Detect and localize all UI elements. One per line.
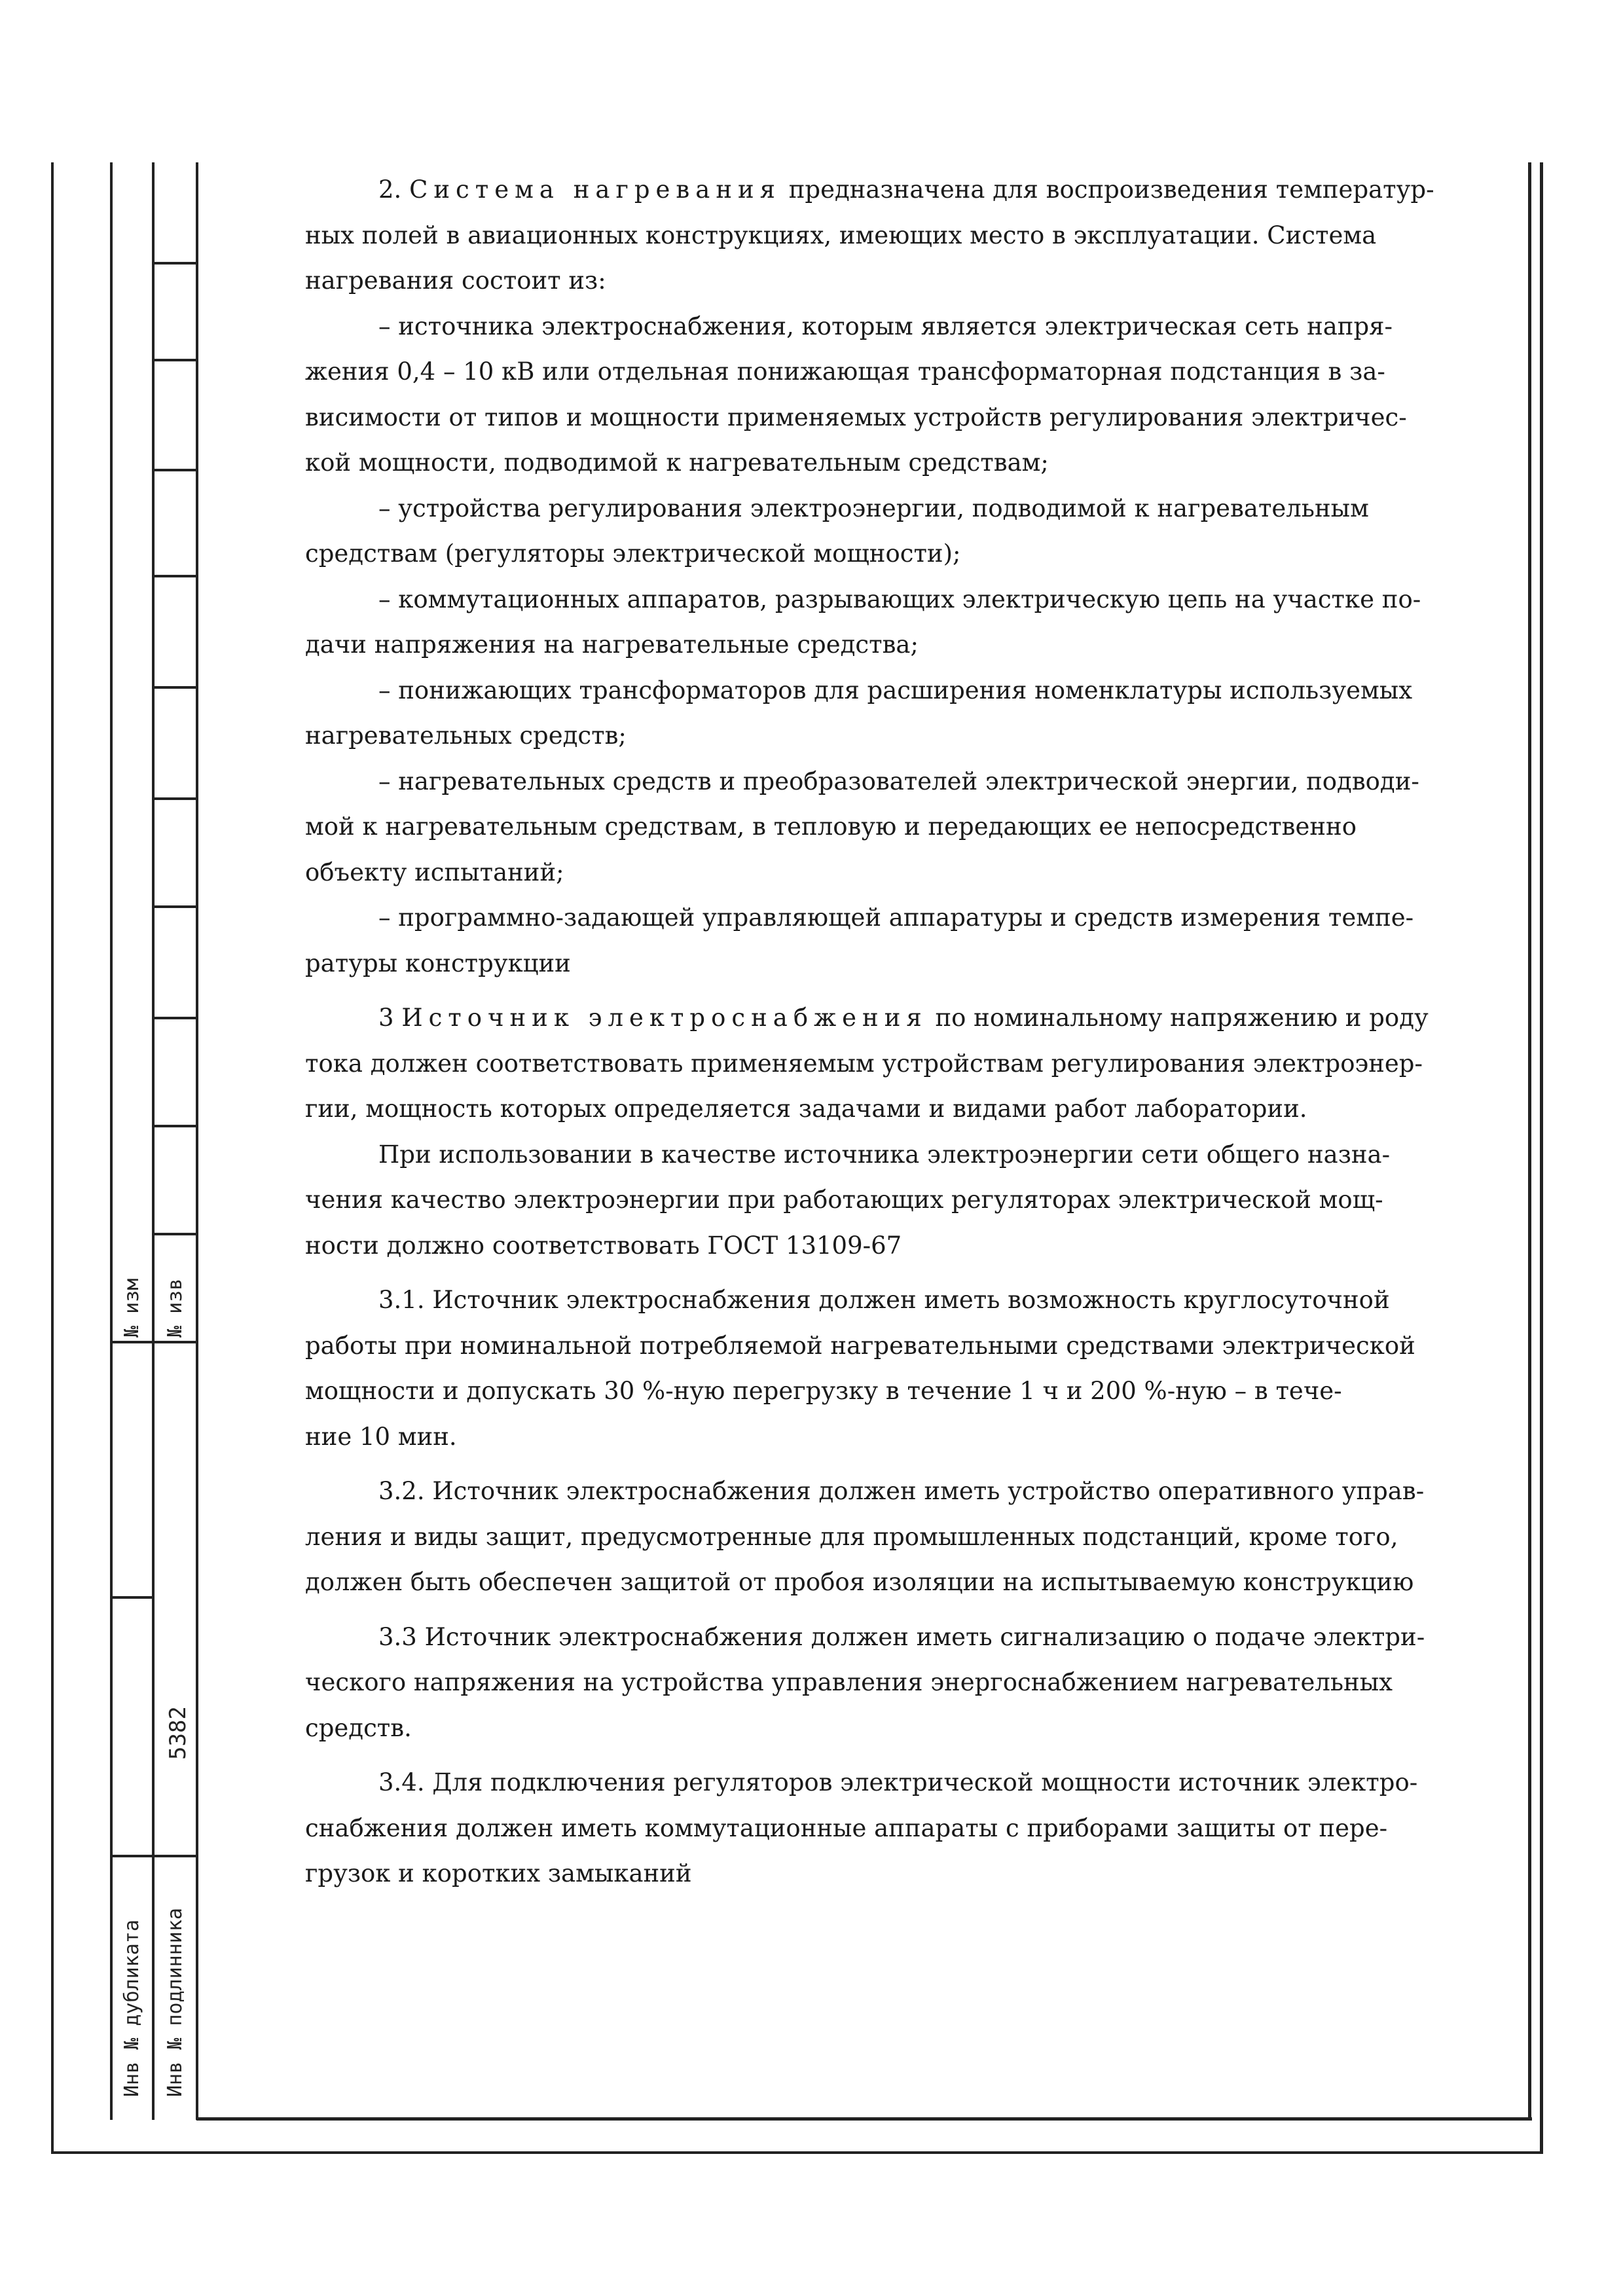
line-text: жения 0,4 – 10 кВ или отдельная понижающая трансформаторная подстанция в за- [305,357,1385,386]
line-text: – нагревательных средств и преобразователей электрической энергии, подводи- [378,767,1419,795]
text-line [305,622,1444,668]
text-line [305,1223,1444,1269]
strip-tick [152,1233,198,1235]
strip-tick [152,469,198,471]
paragraph-gap [305,986,1444,995]
line-text: работы при номинальной потребляемой нагревательными средствами электрической [305,1331,1415,1360]
strip-line-middle [152,162,155,2120]
paragraph [305,1132,1444,1269]
paragraph-gap [305,1268,1444,1277]
line-text: ления и виды защит, предусмотренные для промышленных подстанций, кроме того, [305,1522,1398,1551]
text-line [305,713,1444,759]
frame-bottom-outer-border [51,2151,1542,2154]
line-text: 3.1. Источник электроснабжения должен иметь возможность круглосуточной [378,1286,1390,1314]
text-line [305,1041,1444,1087]
strip-tick [152,262,198,264]
strip-tick [152,575,198,577]
text-line [305,1368,1444,1414]
paragraph-gap [305,1459,1444,1468]
line-text: должен быть обеспечен защитой от пробоя изоляции на испытываемую конструкцию [305,1568,1414,1596]
paragraph [305,577,1444,668]
text-line [305,258,1444,304]
paragraph [305,1277,1444,1459]
line-text: по номинальному напряжению и роду [927,1004,1429,1032]
text-line [305,1468,1444,1514]
strip-tick [152,797,198,800]
paragraph [305,895,1444,986]
paragraph [305,304,1444,486]
line-text: – источника электроснабжения, которым является электрическая сеть напря- [378,312,1393,340]
paragraph [305,1614,1444,1751]
line-text: мой к нагревательным средствам, в тепловую и передающих ее непосредственно [305,812,1357,841]
line-text: предназначена для воспроизведения температур- [780,175,1434,204]
strip-tick [110,1596,152,1599]
text-line [305,1177,1444,1223]
strip-tick [110,1855,198,1857]
paragraph [305,486,1444,577]
text-line [305,804,1444,850]
text-line [305,304,1444,350]
strip-tick [152,1017,198,1019]
line-text: – устройства регулирования электроэнергии, подводимой к нагревательным [378,494,1369,522]
text-line [305,1086,1444,1132]
strip-tick [152,686,198,689]
text-line [305,1277,1444,1323]
text-line [305,1760,1444,1806]
paragraph-gap [305,1751,1444,1760]
line-text: мощности и допускать 30 %-ную перегрузку в течение 1 ч и 200 %-ную – в тече- [305,1377,1342,1405]
line-text: висимости от типов и мощности применяемых устройств регулирования электричес- [305,403,1407,431]
line-text: средств. [305,1713,412,1742]
line-text: объекту испытаний; [305,858,564,886]
line-text: гии, мощность которых определяется задачами и видами работ лаборатории. [305,1095,1307,1123]
line-text: тока должен соответствовать применяемым устройствам регулирования электроэнер- [305,1049,1423,1078]
inv-podlinnika-label: Инв № подлинника [164,1908,187,2097]
text-line [305,1705,1444,1751]
strip-tick [152,905,198,908]
text-line [305,486,1444,532]
text-line [305,1806,1444,1851]
line-text: – понижающих трансформаторов для расширения номенклатуры используемых [378,676,1413,704]
paragraph-gap [305,1605,1444,1614]
text-line [305,895,1444,941]
text-line [305,1414,1444,1460]
text-line [305,531,1444,577]
line-text: – программно-задающей управляющей аппаратуры и средств измерения темпе- [378,903,1414,932]
text-line [305,577,1444,623]
text-line [305,213,1444,259]
text-line [305,995,1444,1041]
frame-right-border [1528,162,1531,2120]
line-text: 3.3 Источник электроснабжения должен иметь сигнализацию о подаче электри- [378,1622,1425,1651]
line-text: 3.4. Для подключения регуляторов электрической мощности источник электро- [378,1768,1418,1796]
strip-tick [110,1341,198,1343]
paragraph [305,1468,1444,1605]
izv-label: № изв [164,1278,187,1338]
strip-line-left [110,162,113,2120]
line-text: средствам (регуляторы электрической мощности); [305,539,961,568]
strip-tick [152,359,198,361]
paragraph [305,759,1444,896]
izm-label: № изм [120,1278,143,1338]
frame-left-border [51,162,54,2153]
text-line [305,1132,1444,1178]
text-line [305,1851,1444,1897]
line-text: – коммутационных аппаратов, разрывающих электрическую цепь на участке по- [378,585,1421,613]
text-line [305,167,1444,213]
paragraph [305,995,1444,1132]
inv-dublikata-label: Инв № дубликата [120,1920,143,2097]
line-text: нагревания состоит из: [305,266,606,295]
text-line [305,1514,1444,1560]
line-text: нагревательных средств; [305,721,627,750]
paragraph [305,1760,1444,1897]
spaced-term: Система нагревания [409,175,781,204]
text-line [305,668,1444,714]
text-line [305,1614,1444,1660]
margin-stamp-strip [110,162,198,2120]
text-line [305,759,1444,805]
paragraph [305,668,1444,759]
text-line [305,1323,1444,1369]
frame-right-outer-border [1540,162,1543,2154]
frame-bottom-border [196,2117,1532,2121]
line-text: ности должно соответствовать ГОСТ 13109-67 [305,1231,902,1260]
strip-line-right [196,162,198,2120]
line-text: ных полей в авиационных конструкциях, имеющих место в эксплуатации. Система [305,221,1377,249]
paragraph [305,167,1444,304]
section-number: 3 [378,1004,402,1032]
line-text: дачи напряжения на нагревательные средства; [305,630,919,659]
spaced-term: Источник электроснабжения [401,1004,928,1032]
text-line [305,941,1444,987]
line-text: грузок и коротких замыканий [305,1859,692,1887]
document-body [305,167,1444,1897]
text-line [305,349,1444,395]
inv-number: 5382 [165,1706,191,1760]
text-line [305,440,1444,486]
text-line [305,1559,1444,1605]
line-text: снабжения должен иметь коммутационные аппараты с приборами защиты от пере- [305,1813,1388,1842]
line-text: При использовании в качестве источника электроэнергии сети общего назна- [378,1140,1391,1169]
text-line [305,1660,1444,1705]
line-text: чения качество электроэнергии при работающих регуляторах электрической мощ- [305,1186,1383,1214]
line-text: кой мощности, подводимой к нагревательным средствам; [305,448,1049,477]
text-line [305,850,1444,896]
text-line [305,395,1444,441]
line-text: ческого напряжения на устройства управления энергоснабжением нагревательных [305,1668,1393,1696]
line-text: ратуры конструкции [305,949,571,977]
strip-tick [152,1125,198,1127]
line-text: 3.2. Источник электроснабжения должен иметь устройство оперативного управ- [378,1477,1425,1505]
section-number: 2. [378,175,410,204]
line-text: ние 10 мин. [305,1422,457,1451]
